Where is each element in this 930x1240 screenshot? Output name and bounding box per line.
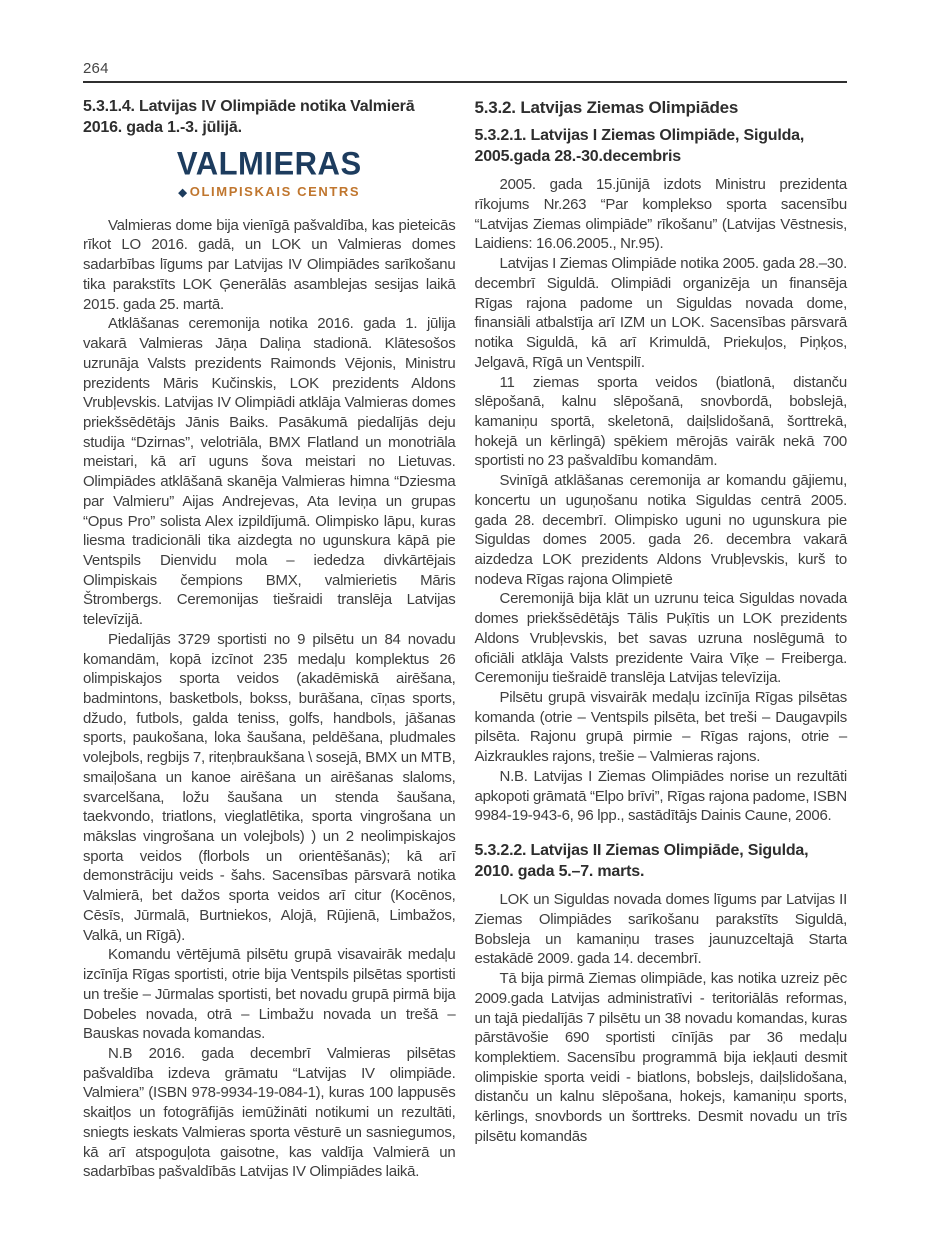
page-header-rule (83, 60, 847, 83)
valmieras-olympic-center-logo (83, 145, 456, 199)
page-number: 264 (83, 60, 109, 77)
two-column-layout (83, 96, 847, 1182)
logo-subtitle-text: OLIMPISKAIS CENTRS (189, 183, 361, 199)
diamond-icon: ◆ (178, 186, 187, 199)
paragraph: Svinīgā atklāšanas ceremonija ar komandu gājiemu, koncertu un uguņošanu notika Siguldas centrā 2005. gada 28. decembrī. Olimpisko uguni no ugunskura pie Siguldas domes 2005. gada 26. decembra vakarā aizdedza LOK prezidents Aldons Vrubļevskis, kurš to nodeva Rīgas rajona Olimpietē (474, 472, 847, 588)
right-column (475, 96, 848, 1182)
paragraph: Atklāšanas ceremonija notika 2016. gada 1. jūlija vakarā Valmieras Jāņa Daliņa stadionā. Klātesošos uzrunāja Valsts prezidents Raimonds Vējonis, Ministru prezidents Māris Kučinskis, LOK prezidents Aldons Vrubļevskis. Latvijas IV Olimpiādi atklāja Valmieras domes priekšsēdētājs Jānis Baiks. Pasākumā piedalījās deju studija “Dzirnas”, velotriāla, BMX Flatland un monotriāla meistari, kā arī uguns šova meistari no Lietuvas. Olimpiādes atklāšanā skanēja Valmieras himna “Dziesma par Valmieru” Aijas Andrejevas, Ata Ieviņa un grupas “Opus Pro” solista Alex izpildījumā. Olimpisko lāpu, kuras liesma tradicionāli tika aizdegta no ugunskura kāpā pie Ventspils Dienvidu mola – iededza divkārtējais Olimpiskais čempions BMX, valmierietis Māris Štrombergs. Ceremonijas tiešraidi translēja Latvijas televīzijā. (83, 315, 456, 629)
paragraph: Ceremonijā bija klāt un uzrunu teica Siguldas novada domes priekšsēdētājs Tālis Puķītis un LOK prezidents Aldons Vrubļevskis, bet savas uzruna noslēgumā to oficiāli atklāja Valsts prezidente Vaira Vīķe – Freiberga. Ceremoniju tiešraidē translēja Latvijas televīzija. (474, 590, 847, 687)
paragraph: 11 ziemas sporta veidos (biatlonā, distanču slēpošanā, kalnu slēpošanā, snovbordā, bobslejā, kamaniņu sportā, skeletonā, daiļslidošanā, šorttrekā, hokejā un kērlingā) spēkiem mērojās vairāk nekā 700 sportisti no 23 pašvaldību komandām. (474, 373, 847, 470)
logo-subtitle (83, 184, 456, 199)
section-heading-5-3-1-4: 5.3.1.4. Latvijas IV Olimpiāde notika Valmierā 2016. gada 1.-3. jūlijā. (83, 98, 415, 137)
paragraph: LOK un Siguldas novada domes līgums par Latvijas II Ziemas Olimpiādes sarīkošanu parakstīts Siguldā, Bobsleja un kamaniņu trases jaunuzceltajā Starta estakādē 2009. gada 14. decembrī. (474, 891, 847, 968)
paragraph: Pilsētu grupā visvairāk medaļu izcīnīja Rīgas pilsētas komanda (otrie – Ventspils pilsēta, bet treši – Daugavpils pilsēta. Rajonu grupā pirmie – Rīgas rajons, otrie – Aizkraukles rajons, trešie – Valmieras rajons. (474, 689, 847, 766)
paragraph: Latvijas I Ziemas Olimpiāde notika 2005. gada 28.–30. decembrī Siguldā. Olimpiādi organizēja un finansēja Rīgas rajona padome un Siguldas novada dome, finansiāli atbalstīja arī IZM un LOK. Sacensības pārsvarā notika Siguldā, kā arī Krimuldā, Priekuļos, Piņķos, Jelgavā, Rīgā un Ventspilī. (474, 255, 847, 371)
paragraph: Komandu vērtējumā pilsētu grupā visavairāk medaļu izcīnīja Rīgas sportisti, otrie bija Ventspils pilsētas sportisti un trešie – Jūrmalas sportisti, bet novadu grupā pirmā bija Dobeles novada, otrā – Limbažu novada un trešā – Bauskas novada komandas. (83, 946, 456, 1043)
paragraph: Tā bija pirmā Ziemas olimpiāde, kas notika uzreiz pēc 2009.gada Latvijas administratīvi - teritoriālās reformas, un tajā piedalījās 7 pilsētu un 38 novadu komandas, kuras pārstāvošie 690 sportisti cīnījās par 36 medaļu komplektiem. Sacensību programmā bija iekļauti desmit olimpiskie sporta veidi - biatlons, bobslejs, daiļslidošana, distanču un kalnu slēpošana, hokejs, kamaniņu sports, kērlings, snovbords un šorttreks. Desmit novadu un trīs pilsētu komandās (474, 970, 847, 1145)
logo-wordmark: VALMIERAS (176, 145, 362, 183)
paragraph: Valmieras dome bija vienīgā pašvaldība, kas pieteicās rīkot LO 2016. gadā, un LOK un Valmieras domes sadarbības līgums par Latvijas IV Olimpiādes sarīkošanu tika parakstīts LOK Ģenerālās asamblejas sesijas laikā 2015. gada 25. martā. (83, 216, 456, 313)
paragraph: 2005. gada 15.jūnijā izdots Ministru prezidenta rīkojums Nr.263 “Par komplekso sporta sacensību “Latvijas Ziemas olimpiāde” rīkošanu” (Latvijas Vēstnesis, Laidiens: 16.06.2005., Nr.95). (474, 176, 847, 253)
left-column (83, 96, 456, 1182)
paragraph: N.B. Latvijas I Ziemas Olimpiādes norise un rezultāti apkopoti grāmatā “Elpo brīvi”, Rīgas rajona padome, ISBN 9984-19-943-6, 96 lpp., sastādītājs Dainis Caune, 2006. (474, 767, 847, 825)
section-heading-5-3-2: 5.3.2. Latvijas Ziemas Olimpiādes (474, 98, 739, 117)
paragraph: N.B 2016. gada decembrī Valmieras pilsētas pašvaldība izdeva grāmatu “Latvijas IV olimpiāde. Valmiera” (ISBN 978-9934-19-084-1), kuras 100 lappusēs skaitļos un fotogrāfijās iemūžināti notikumi un rezultāti, sniegts ieskats Valmieras sporta vēsturē un sasniegumos, kā arī atspoguļota gaisotne, kas valdīja Valmierā un sadarbības pašvaldībās Latvijas IV Olimpiādes laikā. (83, 1044, 456, 1181)
paragraph: Piedalījās 3729 sportisti no 9 pilsētu un 84 novadu komandām, kopā izcīnot 235 medaļu komplektus 26 olimpiskajos sporta veidos (akadēmiskā airēšana, badmintons, basketbols, bokss, burāšana, cīņas sports, džudo, futbols, galda teniss, golfs, handbols, jāšanas sports, paukošana, loka šaušana, peldēšana, pludmales volejbols, regbijs 7, riteņbraukšana \ sosejā, BMX un MTB, smaiļošana un kanoe airēšana un airēšanas slaloms, svarcelšana, ložu šaušana un stenda šaušana, taekvondo, triatlons, vieglatlētika, sporta vingrošana un mākslas vingrošana un volejbols) ) un 2 neolimpiskajos sporta veidos (florbols un orientēšanās); kā arī demonstrāciju veids - šahs. Sacensības pārsvarā notika Valmierā, bet dažos sporta veidos arī citur (Kocēnos, Cēsīs, Jūrmalā, Burtniekos, Alojā, Rūjienā, Limbažos, Valkā, un Rīgā). (83, 630, 456, 944)
subsection-heading-5-3-2-2: 5.3.2.2. Latvijas II Ziemas Olimpiāde, Sigulda, 2010. gada 5.–7. marts. (474, 842, 809, 881)
subsection-heading-5-3-2-1: 5.3.2.1. Latvijas I Ziemas Olimpiāde, Sigulda, 2005.gada 28.-30.decembris (474, 127, 805, 166)
